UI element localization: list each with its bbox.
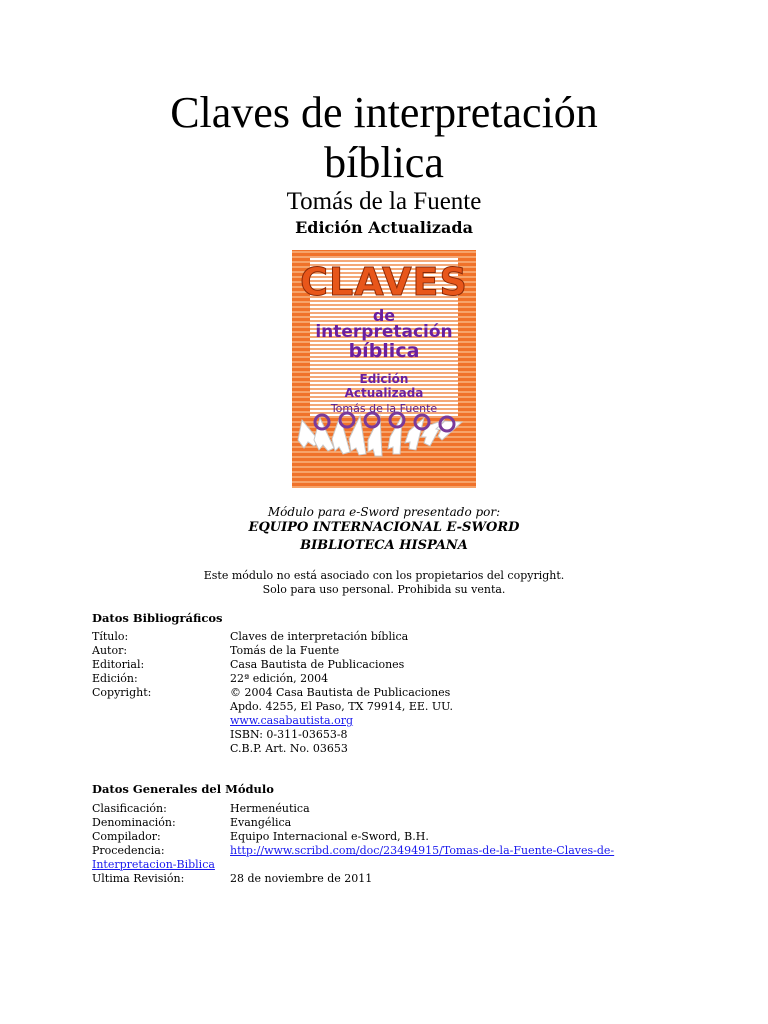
autor-value: Tomás de la Fuente	[230, 644, 340, 657]
cover-biblica: bíblica	[348, 340, 420, 362]
biblio-row-titulo	[92, 630, 692, 644]
team-name: EQUIPO INTERNACIONAL E-SWORD	[248, 520, 520, 535]
edicion-value: 22ª edición, 2004	[230, 672, 329, 685]
autor-label: Autor:	[92, 644, 128, 657]
address-value: Apdo. 4255, El Paso, TX 79914, EE. UU.	[230, 700, 453, 713]
procedencia-label: Procedencia:	[92, 844, 165, 857]
copyright-value: © 2004 Casa Bautista de Publicaciones	[230, 686, 451, 699]
procedencia-link-part1[interactable]: http://www.scribd.com/doc/23494915/Tomas-de-la-Fuente-Claves-de-	[230, 844, 615, 857]
compilador-label: Compilador:	[92, 830, 161, 843]
denominacion-value: Evangélica	[230, 816, 292, 829]
biblio-row-isbn	[92, 728, 692, 742]
biblio-row-address	[92, 700, 692, 714]
cover-author: Tomás de la Fuente	[330, 402, 438, 415]
module-row-compilador	[92, 830, 692, 844]
notice-line-1: Este módulo no está asociado con los propietarios del copyright.	[203, 569, 565, 582]
revision-label: Ultima Revisión:	[92, 872, 185, 885]
biblio-row-autor	[92, 644, 692, 658]
biblio-row-cbp	[92, 742, 692, 756]
notice-line-2: Solo para uso personal. Prohibida su venta.	[262, 583, 506, 596]
titulo-value: Claves de interpretación bíblica	[230, 630, 409, 643]
revision-value: 28 de noviembre de 2011	[230, 872, 373, 885]
author-name: Tomás de la Fuente	[286, 188, 482, 215]
denominacion-label: Denominación:	[92, 816, 176, 829]
edition-label: Edición Actualizada	[295, 218, 473, 237]
cbp-value: C.B.P. Art. No. 03653	[230, 742, 348, 755]
clasificacion-label: Clasificación:	[92, 802, 167, 815]
biblio-row-edicion	[92, 672, 692, 686]
website-link[interactable]: www.casabautista.org	[230, 714, 354, 727]
titulo-label: Título:	[92, 630, 129, 643]
title-line-2: bíblica	[324, 138, 444, 187]
title-line-1: Claves de interpretación	[170, 88, 598, 137]
cover-edicion: Edición	[359, 372, 409, 386]
library-name: BIBLIOTECA HISPANA	[300, 538, 468, 553]
procedencia-link-part2[interactable]: Interpretacion-Biblica	[92, 858, 215, 871]
biblio-row-editorial	[92, 658, 692, 672]
editorial-value: Casa Bautista de Publicaciones	[230, 658, 405, 671]
presented-by: Módulo para e-Sword presentado por:	[267, 505, 501, 519]
cover-interpretacion: interpretación	[315, 322, 453, 342]
biblio-row-website	[92, 714, 692, 728]
module-row-clasificacion	[92, 802, 692, 816]
document-title	[0, 88, 768, 188]
biblio-heading: Datos Bibliográficos	[92, 611, 223, 625]
isbn-value: ISBN: 0-311-03653-8	[230, 728, 348, 741]
module-heading: Datos Generales del Módulo	[92, 782, 274, 796]
clasificacion-value: Hermenéutica	[230, 802, 310, 815]
book-cover-image	[292, 250, 476, 488]
module-row-procedencia	[92, 844, 692, 858]
cover-actualizada: Actualizada	[344, 386, 424, 400]
keys-illustration	[292, 410, 476, 488]
edicion-label: Edición:	[92, 672, 138, 685]
biblio-row-copyright	[92, 686, 692, 700]
copyright-label: Copyright:	[92, 686, 152, 699]
copyright-notice	[0, 569, 768, 597]
module-row-revision	[92, 872, 692, 886]
module-row-denominacion	[92, 816, 692, 830]
module-row-procedencia-cont	[92, 858, 692, 872]
compilador-value: Equipo Internacional e-Sword, B.H.	[230, 830, 429, 843]
cover-de: de	[372, 306, 396, 325]
editorial-label: Editorial:	[92, 658, 145, 671]
cover-title: CLAVES	[300, 260, 468, 304]
